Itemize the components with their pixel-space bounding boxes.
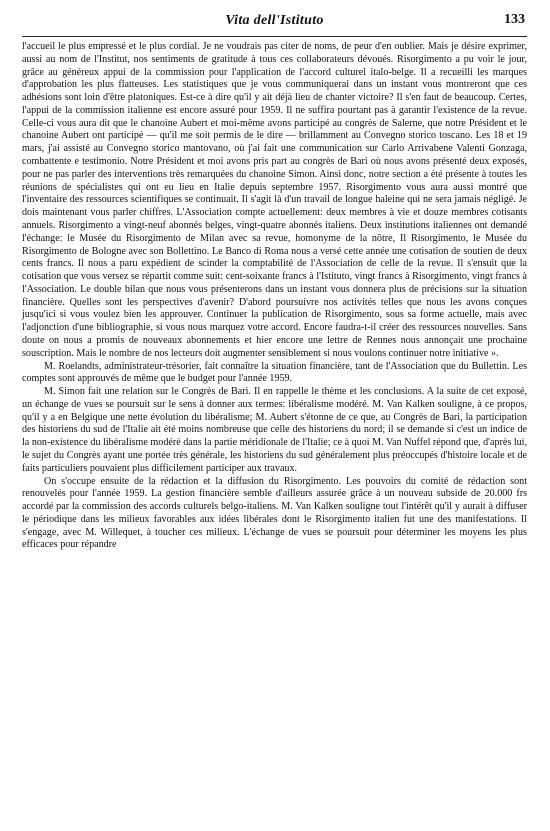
- running-title: Vita dell'Istituto: [225, 13, 324, 28]
- paragraph-3: M. Simon fait une relation sur le Congrès de Bari. Il en rappelle le thème et les conclusions. A la suite de cet exposé, un échange de vues se poursuit sur le sens à donner aux termes: libéralisme modéré. M. Van Kalken souligne, à ce propos, qu'il y a en Belgique une nette évolution du libéralisme; M. Aubert s'étonne de ce que, au Congrès de Bari, la participation des historiens du sud de l'Italie ait été moins nombreuse que celle des historiens du nord; il se demande si c'est un indice de la non-existence du libéralisme modéré dans la partie méridionale de l'Italie; ce à quoi M. Van Nuffel répond que, d'après lui, le sujet du Congrès ayant une portée très générale, les historiens du sud généralement plus préoccupés d'histoire locale et de faits particuliers pouvaient plus difficilement participer aux travaux.: [22, 386, 527, 474]
- document-page: [22, 10, 527, 552]
- body-text: [22, 41, 527, 552]
- page-number: 133: [504, 12, 525, 27]
- paragraph-4: On s'occupe ensuite de la rédaction et la diffusion du Risorgimento. Les pouvoirs du comité de rédaction sont renouvelés pour l'année 1959. La gestion financière semble d'ailleurs assurée grâce à un nouveau subside de 20.000 frs accordé par la commission des accords culturels belgo-italiens. M. Van Kalken souligne tout l'intérêt qu'il y aurait à diffuser le périodique dans les milieux favorables aux idées libérales dont le Risorgimento italien fut une des manifestations. Il s'engage, avec M. Willequet, à toucher ces milieux. L'échange de vues se poursuit pour déterminer les moyens les plus efficaces pour répandre: [22, 475, 527, 551]
- paragraph-1: l'accueil le plus empressé et le plus cordial. Je ne voudrais pas citer de noms, de peur d'en oublier. Mais je désire exprimer, aussi au nom de l'Institut, nos sentiments de gratitude à tous ces collaborateurs dévoués. Risorgimento a pu voir le jour, grâce au généreux appui de la commission pour l'application de l'accord culturel italo-belge. Il a recueilli les marques d'approbation les plus flatteuses. Les statistiques que je vous communiquerai dans un instant vous montreront que ces adhésions sont loin d'être platoniques. Est-ce à dire qu'il y ait déjà lieu de chanter victoire? Il s'en faut de beaucoup. Certes, l'appui de la commission italienne est encore assuré pour 1959. Il ne suffira pourtant pas à garantir l'existence de la revue. Celle-ci vous aura dit que le chanoine Aubert et moi-même avons participé au congrès de Salerne, que notre Président et le chanoine Aubert ont participé — qu'il me soit permis de le dire — brillamment au Convegno storico toscano. Les 18 et 19 mars, j'ai assisté au Convegno storico mantovano, où j'ai fait une communication sur Carlo Arrivabene Valenti Gonzaga, combattente e testimonio. Notre Président et moi avons pris part au congrès de Bari où nous avons présenté deux exposés, pour ne pas parler des interventions très remarquées du chanoine Simon. Ainsi donc, notre section a été présente à toutes les réunions de spécialistes qui ont eu lieu en Italie depuis septembre 1957. Risorgimento vous aura aussi montré que l'inventaire des ressources scientifiques se continuait. Il s'agit là d'un travail de longue haleine qui ne sera jamais négligé. Je dois maintenant vous parler chiffres. L'Association compte actuellement: deux membres à vie et douze membres cotisants annuels. Risorgimento a vingt-neuf abonnés belges, vingt-quatre abonnés italiens. Deux institutions italiennes ont demandé l'échange: le Musée du Risorgimento de Milan avec sa revue, homonyme de la nôtre, Il Risorgimento, le Musée du Risorgimento de Bologne avec son Bollettino. Le Banco di Roma nous a versé cette année une cotisation de soutien de deux cents francs. Il nous a paru expédient de scinder la comptabilité de l'Association de celle de la revue. Il s'ensuit que la cotisation que vous versez se répartit comme suit: cent-soixante francs à l'Istituto, vingt francs à Risorgimento, vingt francs à l'Association. Le double bilan que nous vous présenterons dans un instant vous donnera plus de précisions sur la situation financière. Quelles sont les perspectives d'avenir? D'abord poursuivre nos activités telles que nous les avons conçues jusqu'ici si vous voulez bien les approuver. Continuer la publication de Risorgimento, sous sa forme actuelle, mais avec l'adjonction d'une bibliographie, si vous nous marquez votre accord. Encore faudra-t-il créer des ressources nouvelles. Sans doute on nous a promis de nouveaux abonnements et hier encore une lettre de Rennes nous annonçait une prochaine souscription. Mais le nombre de nos lecteurs doit augmenter sensiblement si nous voulons continuer notre initiative ».: [22, 41, 527, 359]
- running-header: [22, 10, 527, 37]
- paragraph-2: M. Roelandts, administrateur-trésorier, fait connaître la situation financière, tant de l'Association que du Bullettin. Les comptes sont approuvés de même que le budget pour l'année 1959.: [22, 360, 527, 385]
